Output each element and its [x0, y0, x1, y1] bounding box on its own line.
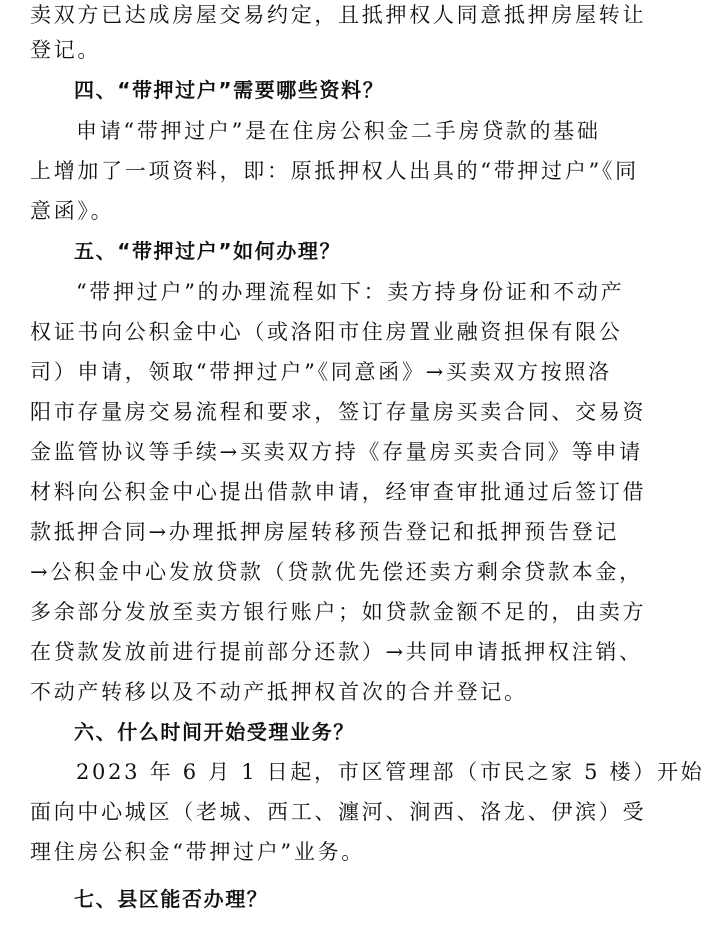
paragraph-line: 意函》。: [30, 199, 115, 223]
paragraph-line: 卖双方已达成房屋交易约定，且抵押权人同意抵押房屋转让: [30, 3, 647, 27]
paragraph-line: 阳市存量房交易流程和要求，签订存量房买卖合同、交易资: [30, 400, 647, 424]
paragraph-line: 司）申请，领取“带押过户”《同意函》→买卖双方按照洛: [30, 360, 612, 384]
paragraph-line: 申请“带押过户”是在住房公积金二手房贷款的基础: [76, 119, 601, 143]
paragraph-line: 在贷款发放前进行提前部分还款）→共同申请抵押权注销、: [30, 640, 643, 664]
paragraph-line: 金监管协议等手续→买卖双方持《存量房买卖合同》等申请: [30, 440, 643, 464]
paragraph-line: 登记。: [30, 38, 102, 62]
paragraph-line: 上增加了一项资料，即：原抵押权人出具的“带押过户”《同: [30, 159, 639, 183]
paragraph-line: 理住房公积金“带押过户”业务。: [30, 840, 365, 864]
paragraph-line: 款抵押合同→办理抵押房屋转移预告登记和抵押预告登记: [30, 520, 620, 544]
section-heading-7: 七、县区能否办理？: [74, 887, 269, 911]
paragraph-line: 不动产转移以及不动产抵押权首次的合并登记。: [30, 680, 528, 704]
section-heading-5: 五、“带押过户”如何办理？: [74, 239, 342, 263]
paragraph-line: 材料向公积金中心提出借款申请，经审查审批通过后签订借: [30, 480, 647, 504]
section-heading-6: 六、什么时间开始受理业务？: [74, 720, 355, 744]
paragraph-line: 多余部分发放至卖方银行账户；如贷款金额不足的，由卖方: [30, 600, 647, 624]
paragraph-line: →公积金中心发放贷款（贷款优先偿还卖方剩余贷款本金，: [30, 560, 643, 584]
paragraph-line: 2023 年 6 月 1 日起，市区管理部（市民之家 5 楼）开始: [76, 760, 704, 784]
paragraph-line: 权证书向公积金中心（或洛阳市住房置业融资担保有限公: [30, 320, 623, 344]
section-heading-4: 四、“带押过户”需要哪些资料？: [74, 78, 385, 102]
paragraph-line: “带押过户”的办理流程如下：卖方持身份证和不动产: [76, 280, 625, 304]
paragraph-line: 面向中心城区（老城、西工、瀍河、涧西、洛龙、伊滨）受: [30, 800, 647, 824]
